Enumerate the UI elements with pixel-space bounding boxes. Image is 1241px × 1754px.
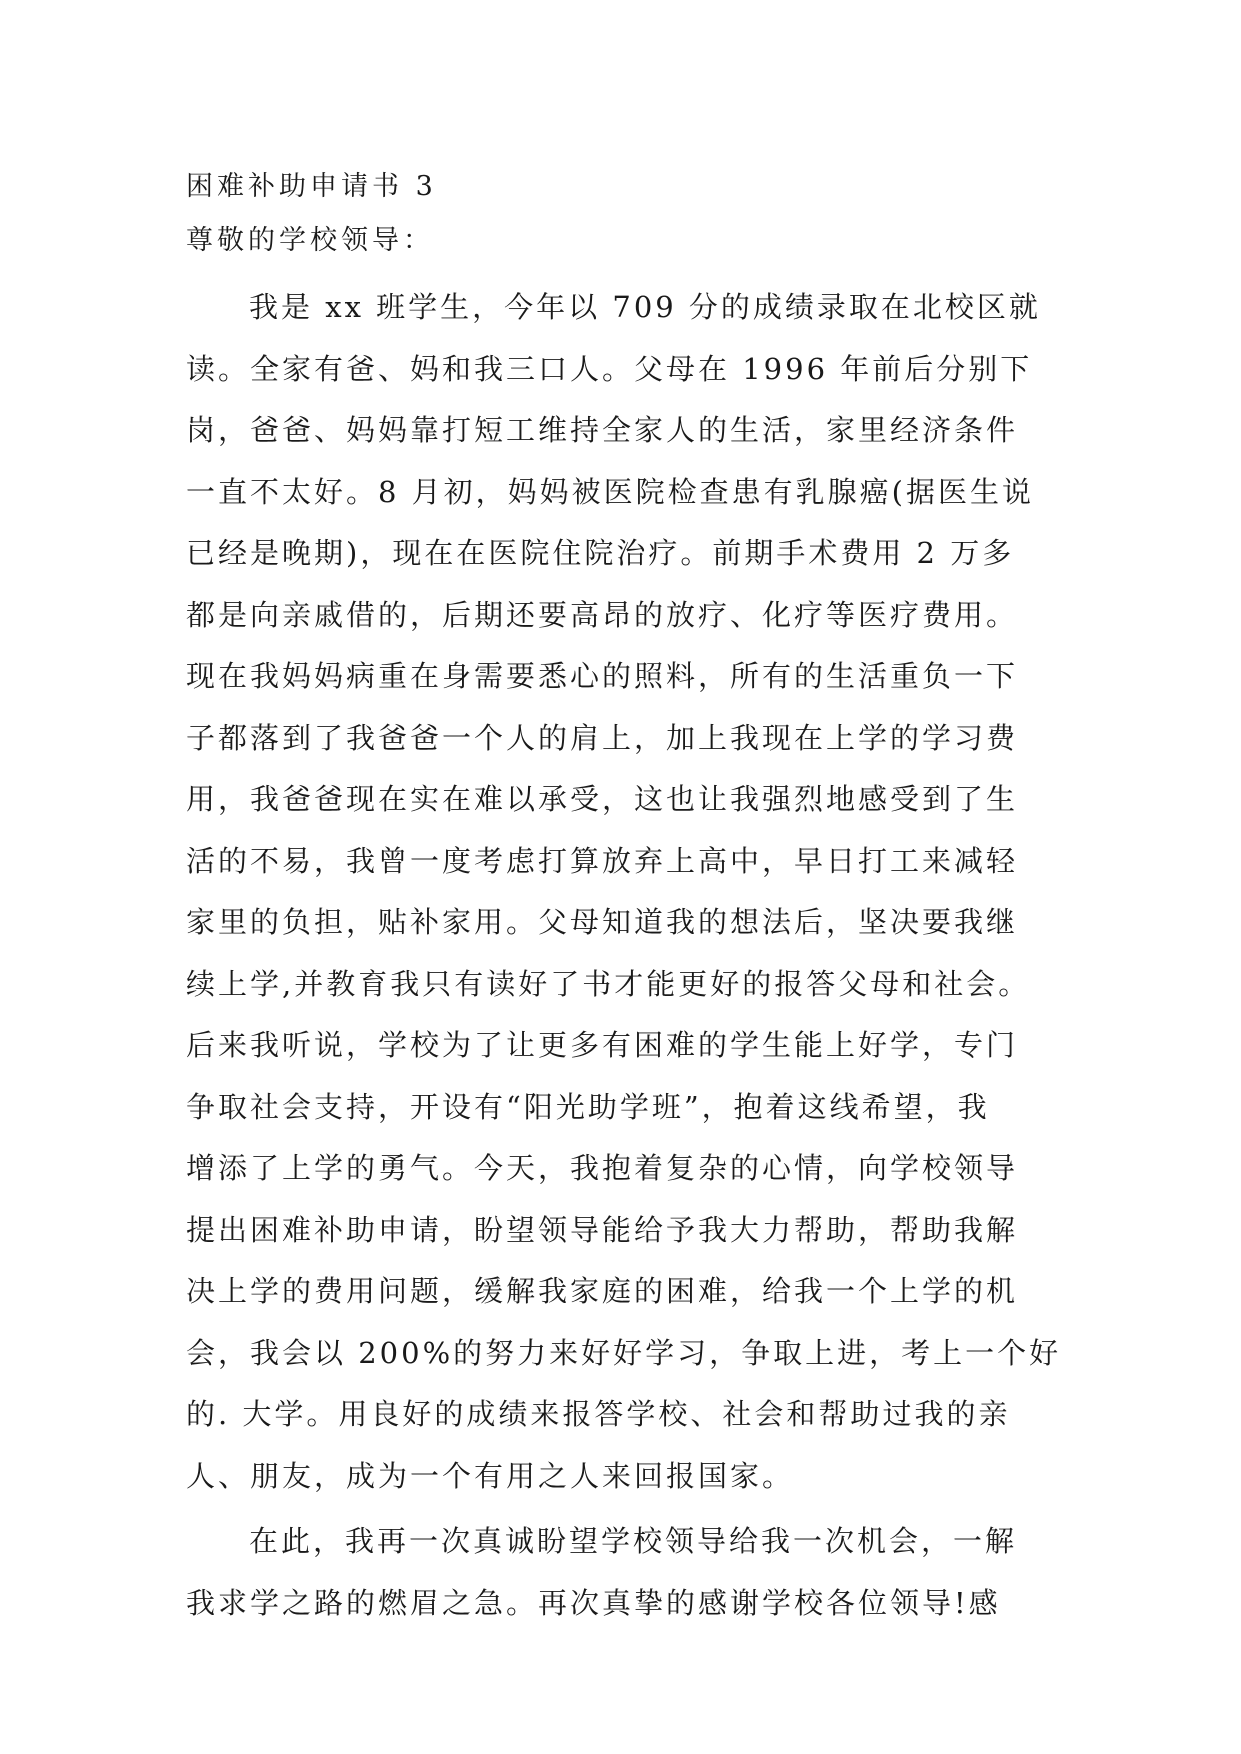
paragraph-line: 已经是晚期)，现在在医院住院治疗。前期手术费用 2 万多 [186,536,1015,570]
paragraph-line: 活的不易，我曾一度考虑打算放弃上高中，早日打工来减轻 [186,843,1019,878]
paragraph-line: 家里的负担，贴补家用。父母知道我的想法后，坚决要我继 [186,905,1019,939]
paragraph-line: 会，我会以 200%的努力来好好学习，争取上进，考上一个好 [186,1335,1062,1370]
paragraph-line: 岗，爸爸、妈妈靠打短工维持全家人的生活，家里经济条件 [186,413,1019,447]
paragraph-line: 争取社会支持，开设有“阳光助学班”，抱着这线希望，我 [186,1089,990,1124]
paragraph-line: 决上学的费用问题，缓解我家庭的困难，给我一个上学的机 [186,1274,1019,1308]
paragraph-line: 增添了上学的勇气。今天，我抱着复杂的心情，向学校领导 [186,1151,1019,1185]
letter-body [186,277,1066,1634]
paragraph-line: 一直不太好。8 月初，妈妈被医院检查患有乳腺癌(据医生说 [186,474,1034,509]
paragraph-line: 子都落到了我爸爸一个人的肩上，加上我现在上学的学习费 [186,720,1019,755]
paragraph-line: 续上学,并教育我只有读好了书才能更好的报答父母和社会。 [186,966,1031,1001]
paragraph-line: 我是 xx 班学生，今年以 709 分的成绩录取在北校区就 [249,290,1041,324]
paragraph-line: 我求学之路的燃眉之急。再次真挚的感谢学校各位领导!感 [186,1585,1001,1620]
document-title: 困难补助申请书 3 [186,171,437,202]
paragraph-line: 在此，我再一次真诚盼望学校领导给我一次机会，一解 [249,1524,1018,1558]
paragraph-line: 读。全家有爸、妈和我三口人。父母在 1996 年前后分别下 [186,351,1033,386]
paragraph-line: 现在我妈妈病重在身需要悉心的照料，所有的生活重负一下 [186,659,1019,693]
paragraph-line: 人、朋友，成为一个有用之人来回报国家。 [186,1458,795,1493]
paragraph-line: 提出困难补助申请，盼望领导能给予我大力帮助，帮助我解 [186,1212,1019,1247]
salutation: 尊敬的学校领导： [186,225,434,256]
paragraph-line: 用，我爸爸现在实在难以承受，这也让我强烈地感受到了生 [186,782,1019,816]
paragraph-line: 后来我听说，学校为了让更多有困难的学生能上好学，专门 [186,1028,1019,1062]
paragraph-line: 的. 大学。用良好的成绩来报答学校、社会和帮助过我的亲 [186,1397,1011,1431]
paragraph-line: 都是向亲戚借的，后期还要高昂的放疗、化疗等医疗费用。 [186,597,1019,632]
